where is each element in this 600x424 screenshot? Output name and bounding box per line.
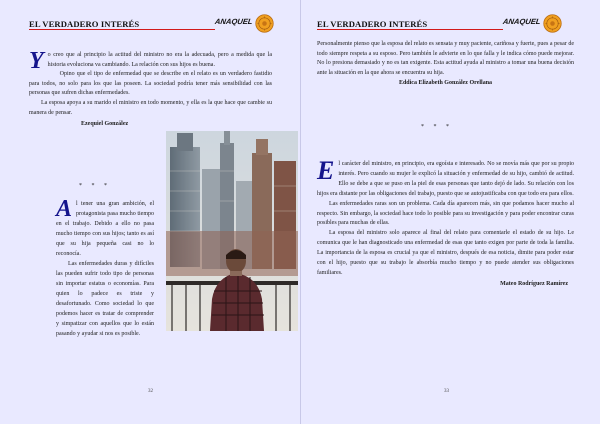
right-page <box>300 0 600 424</box>
paragraph: l carácter del ministro, en principio, era egoísta e interesado. No se movía más que por su propio interés. Pero cuando su mujer le explicó la situación y enfermedad de su hijo, cambió de actitud. Ello se debe a que se puso en la piel de esas personas que tanto dejó de lado. Su relación con los hijos era distante por las obligaciones del trabajo, puesto que se autojustificaba con que todo era para ellos. <box>317 161 574 197</box>
author-signature: Mateo Rodríguez Ramírez <box>500 280 568 287</box>
article-block-1 <box>317 40 574 89</box>
header-title: EL VERDADERO INTERÉS <box>29 19 140 29</box>
page-header <box>29 14 273 36</box>
sun-seal-icon <box>255 14 274 33</box>
section-separator: * * * <box>79 183 111 189</box>
brand-logo: ANAQUEL <box>502 17 542 26</box>
author-signature: Ezequiel González <box>81 121 129 128</box>
paragraph: Opino que el tipo de enfermedad que se describe en el relato es un verdadero fastidio para todos, no solo para los que las poseen. La sociedad podría tener más sensibilidad con las personas que sufren dichas enfermedades. <box>29 71 272 97</box>
city-skyline-image <box>166 131 298 331</box>
page-number: 33 <box>444 389 449 394</box>
sun-seal-icon <box>543 14 562 33</box>
paragraph: Las enfermedades raras son un problema. Cada día aparecen más, sin que podamos hacer mucho al respecto. Sin embargo, la sociedad hace todo lo posible para su investigación y para poder encontrar curas posibles para muchas de ellas. <box>317 200 574 227</box>
drop-cap: Y <box>29 48 44 74</box>
drop-cap: E <box>317 156 335 185</box>
header-rule <box>317 29 503 30</box>
brand-logo: ANAQUEL <box>214 17 254 26</box>
paragraph: La esposa del ministro solo aparece al final del relato para comentarle el estado de su hijo. Le comunica que le han diagnosticado una enfermedad de esas que tanto exigen por parte de toda la familia. La importancia de la esposa es crucial ya que el ministro, después de esa noticia, dimite para poder estar con el hijo, puesto que su trabajo le absorbía mucho tiempo y no puede atender sus obligaciones familiares. <box>317 230 574 276</box>
paragraph: l tener una gran ambición, el protagonista pasa mucho tiempo en el trabajo. Debido a ello no pasa mucho tiempo con sus hijos; tanto es así que su hija pequeña casi no lo reconocía. <box>56 201 154 257</box>
section-separator: * * * <box>421 124 453 130</box>
author-signature: Eddica Elizabeth González Orellana <box>398 80 493 87</box>
page-header <box>317 14 561 36</box>
article-block-2 <box>56 196 154 339</box>
paragraph: o creo que al principio la actitud del ministro no era la adecuada, pero a medida que la historia evoluciona va cambiando. La relación con sus hijos es buena. <box>47 52 272 68</box>
header-rule <box>29 29 215 30</box>
city-skyline-photo <box>166 131 298 331</box>
drop-cap: A <box>56 196 73 222</box>
paragraph: Personalmente pienso que la esposa del relato es sensata y muy paciente, cariñosa y fuerte, pues a pesar de todo siempre respeta a su esposo. Pero también le advierte en lo que falla y le indica cómo puede mejorar. No lo presiona demasiado y no es tan exigente. Esta actitud ayuda al ministro a tomar una buena decisión ante la situación en la que ahora se encuentra su hija. <box>317 41 574 76</box>
article-block-1 <box>29 48 272 130</box>
page-number: 32 <box>148 389 153 394</box>
paragraph: La esposa apoya a su marido el ministro en todo momento, y ella es la que hace que cambie su manera de pensar. <box>29 99 272 116</box>
article-block-2 <box>317 156 574 290</box>
paragraph: Las enfermedades duras y difíciles las pueden sufrir todo tipo de personas sin importar estatus o economías. Para quien lo padece es triste y desafortunado. Como sociedad lo que podemos hacer es tratar de comprender y simpatizar con aquellos que lo están pasando y ayudar si nos es posible. <box>56 261 154 337</box>
header-title: EL VERDADERO INTERÉS <box>317 19 428 29</box>
